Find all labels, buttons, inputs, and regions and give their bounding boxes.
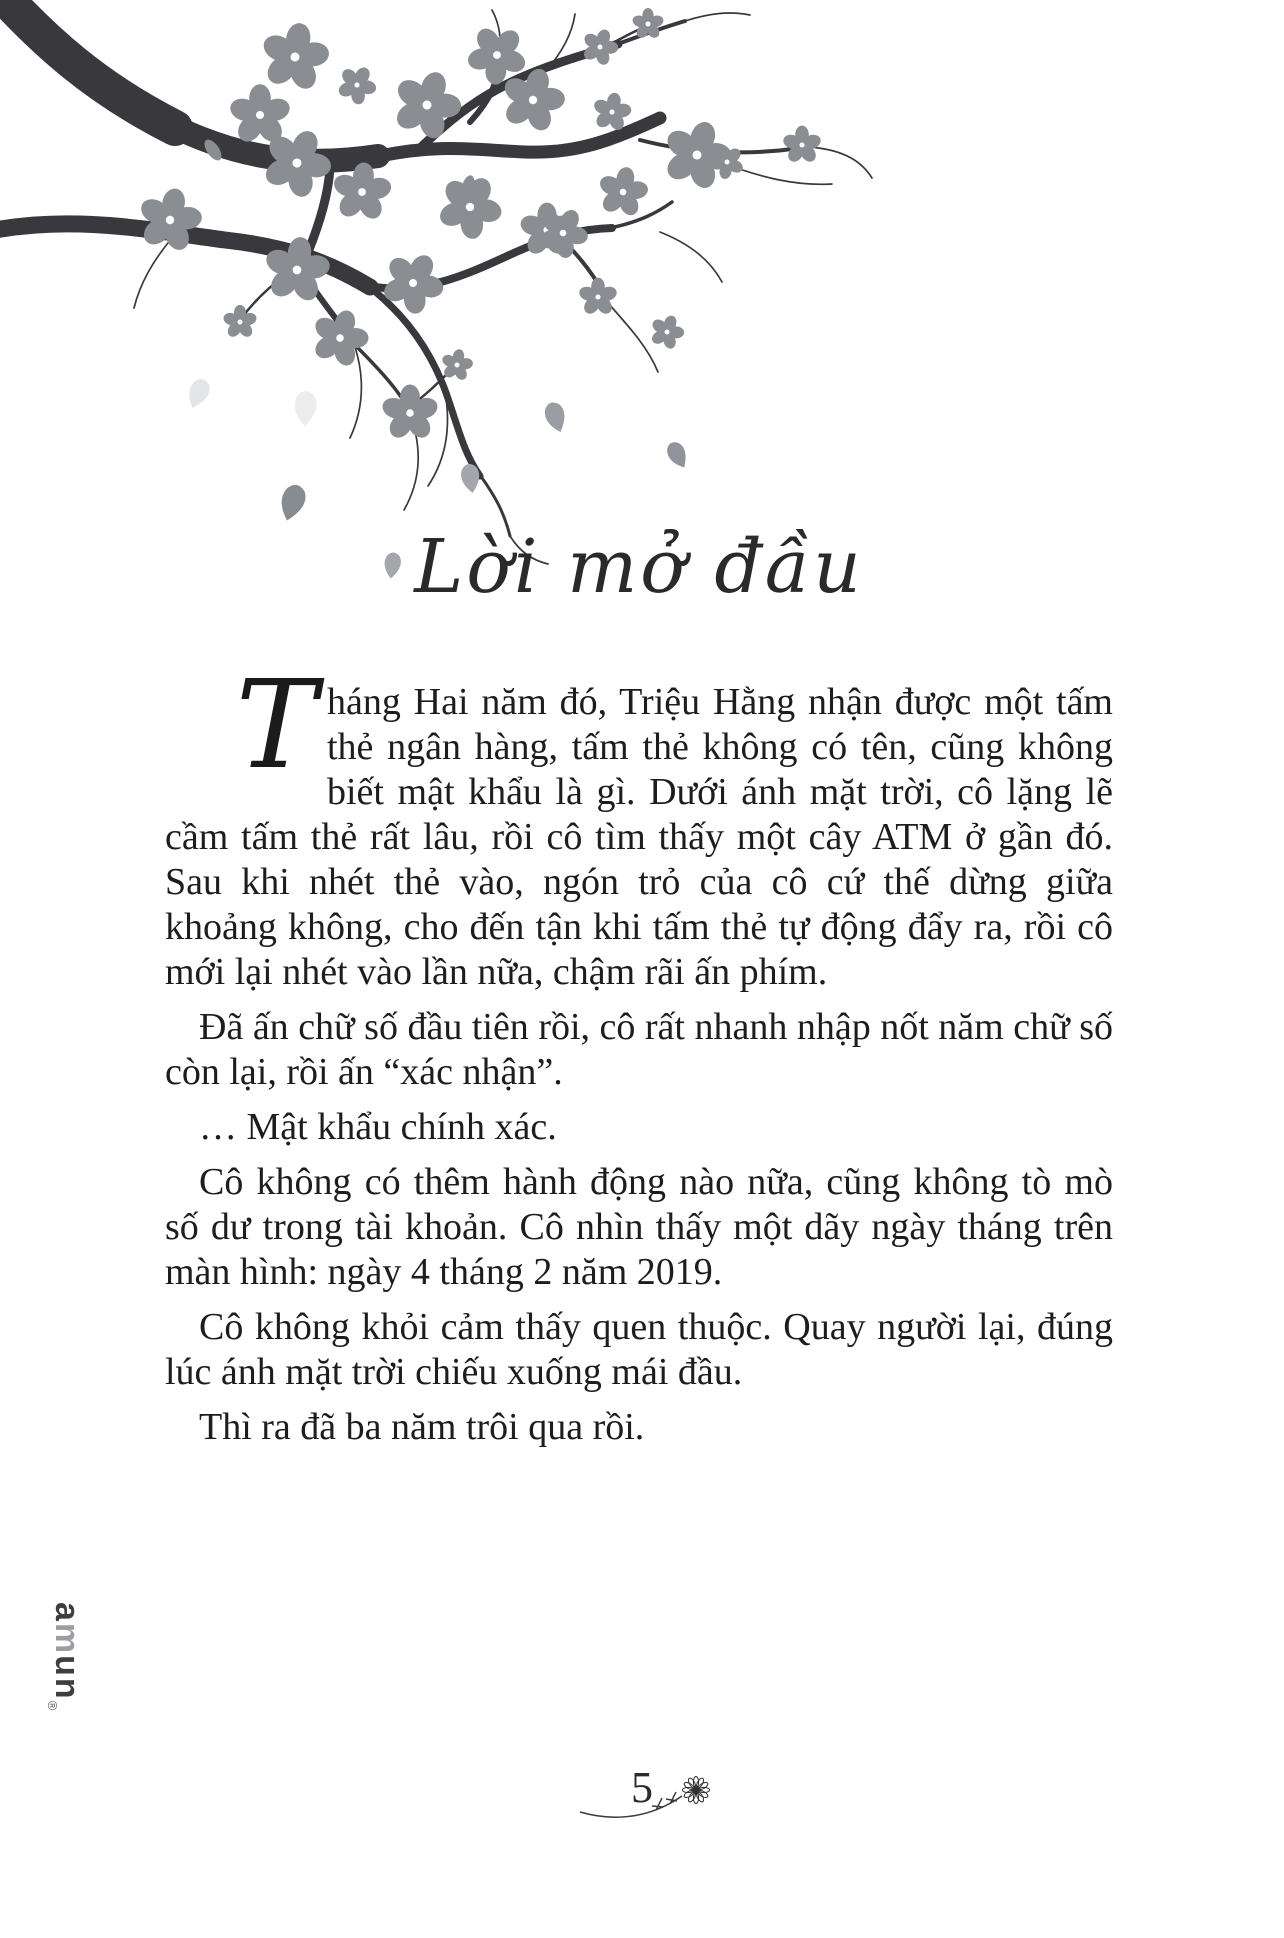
paragraph: Thì ra đã ba năm trôi qua rồi. — [199, 1406, 645, 1448]
drop-cap: T — [235, 654, 317, 796]
paragraph — [165, 654, 1113, 995]
paragraph: … Mật khẩu chính xác. — [199, 1106, 557, 1148]
cherry-blossom-branch-illustration — [0, 0, 1284, 600]
flower-flourish-icon — [560, 1776, 730, 1836]
page-number: 5 — [631, 1763, 653, 1812]
publisher-logo — [45, 1602, 86, 1712]
page-footer — [0, 1762, 1284, 1842]
page-title: Lời mở đầu — [414, 524, 864, 610]
paragraph: Cô không có thêm hành động nào nữa, cũng không tò mò số dư trong tài khoản. Cô nhìn thấy một dãy ngày tháng trên màn hình: ngày 4 tháng 2 năm 2019. — [165, 1161, 1113, 1293]
registered-trademark-icon: ® — [45, 1700, 60, 1713]
logo-letter-m: m — [48, 1622, 86, 1656]
paragraph-text: háng Hai năm đó, Triệu Hằng nhận được một tấm thẻ ngân hàng, tấm thẻ không có tên, cũng không biết mật khẩu là gì. Dưới ánh mặt trời, cô lặng lẽ cầm tấm thẻ rất lâu, rồi cô tìm thấy một cây ATM ở gần đó. Sau khi nhét thẻ vào, ngón trỏ của cô cứ thế dừng giữa khoảng không, cho đến tận khi tấm thẻ tự động đẩy ra, rồi cô mới lại nhét vào lần nữa, chậm rãi ấn phím. — [165, 681, 1113, 993]
logo-letter-a: a — [48, 1602, 86, 1623]
logo-letters-un: un — [48, 1655, 86, 1701]
paragraph: Cô không khỏi cảm thấy quen thuộc. Quay người lại, đúng lúc ánh mặt trời chiếu xuống mái đầu. — [165, 1306, 1113, 1393]
body-text — [165, 654, 1113, 1460]
paragraph: Đã ấn chữ số đầu tiên rồi, cô rất nhanh nhập nốt năm chữ số còn lại, rồi ấn “xác nhận”. — [165, 1006, 1113, 1093]
